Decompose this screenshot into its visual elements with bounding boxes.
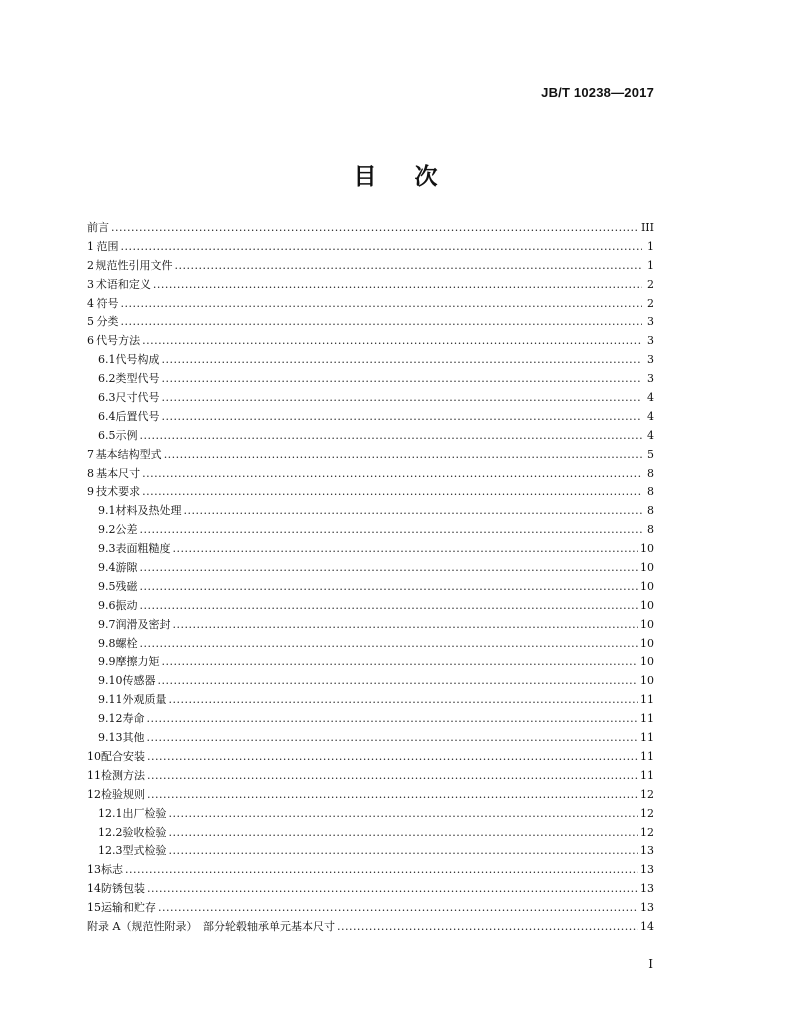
toc-dot-leader xyxy=(162,408,643,427)
toc-entry-label: 检测方法 xyxy=(101,768,145,782)
toc-entry[interactable] xyxy=(87,295,654,314)
toc-entry-label: 附录 A（规范性附录） 部分轮毂轴承单元基本尺寸 xyxy=(87,919,335,933)
toc-dot-leader xyxy=(142,332,642,351)
toc-entry[interactable] xyxy=(87,616,654,635)
toc-dot-leader xyxy=(140,559,639,578)
toc-entry-number: 9.4 xyxy=(98,561,116,575)
page-number: I xyxy=(648,957,653,971)
toc-entry-label: 运输和贮存 xyxy=(101,901,156,915)
toc-entry-label: 基本尺寸 xyxy=(96,466,141,480)
toc-entry-page: 3 xyxy=(647,353,654,367)
toc-dot-leader xyxy=(142,483,642,502)
toc-entry[interactable] xyxy=(87,672,654,691)
toc-dot-leader xyxy=(147,729,639,748)
toc-entry-label: 振动 xyxy=(115,598,138,612)
toc-entry-page: 10 xyxy=(640,598,654,612)
toc-dot-leader xyxy=(120,295,642,314)
toc-entry-label: 后置代号 xyxy=(115,409,160,423)
table-of-contents xyxy=(87,219,654,937)
toc-entry-label: 螺栓 xyxy=(115,636,138,650)
toc-entry-page: 4 xyxy=(647,391,654,405)
toc-dot-leader xyxy=(153,276,642,295)
toc-entry-label: 范围 xyxy=(96,239,119,253)
toc-entry-number: 4 xyxy=(87,296,94,310)
toc-entry-page: 8 xyxy=(647,504,654,518)
toc-entry-page: 10 xyxy=(640,579,654,593)
toc-entry[interactable] xyxy=(87,918,654,937)
toc-entry-number: 9.11 xyxy=(98,693,123,707)
toc-dot-leader xyxy=(140,635,639,654)
toc-entry-label: 示例 xyxy=(115,428,138,442)
toc-entry-page: 3 xyxy=(647,334,654,348)
toc-dot-leader xyxy=(140,597,639,616)
toc-dot-leader xyxy=(169,824,639,843)
toc-entry-number: 6.3 xyxy=(98,391,116,405)
toc-entry-page: 5 xyxy=(647,447,654,461)
toc-entry-number: 9.9 xyxy=(98,655,116,669)
toc-dot-leader xyxy=(162,370,643,389)
toc-entry[interactable] xyxy=(87,559,654,578)
toc-entry-page: 4 xyxy=(647,428,654,442)
toc-entry[interactable] xyxy=(87,842,654,861)
toc-entry[interactable] xyxy=(87,408,654,427)
toc-dot-leader xyxy=(142,465,642,484)
toc-entry-label: 润滑及密封 xyxy=(115,617,171,631)
toc-dot-leader xyxy=(162,351,643,370)
toc-entry-label: 型式检验 xyxy=(122,844,167,858)
toc-entry-number: 9.7 xyxy=(98,617,116,631)
toc-entry-number: 6.1 xyxy=(98,353,116,367)
toc-entry-page: 11 xyxy=(640,768,654,782)
toc-entry[interactable] xyxy=(87,635,654,654)
toc-entry-number: 11 xyxy=(87,768,101,782)
toc-entry-number: 10 xyxy=(87,749,101,763)
toc-entry[interactable] xyxy=(87,578,654,597)
toc-entry[interactable] xyxy=(87,483,654,502)
toc-entry-page: 13 xyxy=(640,882,654,896)
toc-entry[interactable] xyxy=(87,257,654,276)
toc-dot-leader xyxy=(169,691,639,710)
toc-entry-page: 10 xyxy=(640,655,654,669)
toc-entry-number: 12.1 xyxy=(98,806,123,820)
toc-dot-leader xyxy=(147,710,639,729)
toc-entry[interactable] xyxy=(87,502,654,521)
toc-dot-leader xyxy=(169,842,639,861)
toc-entry-page: 1 xyxy=(647,258,654,272)
toc-entry[interactable] xyxy=(87,691,654,710)
toc-entry-page: 13 xyxy=(640,863,654,877)
toc-entry-number: 13 xyxy=(87,863,101,877)
toc-entry-number: 9.8 xyxy=(98,636,116,650)
toc-entry-number: 9.13 xyxy=(98,731,123,745)
toc-entry-page: 12 xyxy=(640,825,654,839)
toc-entry-page: 8 xyxy=(647,523,654,537)
toc-entry[interactable] xyxy=(87,786,654,805)
toc-entry-number: 14 xyxy=(87,882,101,896)
toc-dot-leader xyxy=(162,389,643,408)
toc-entry[interactable] xyxy=(87,861,654,880)
toc-entry[interactable] xyxy=(87,824,654,843)
toc-entry-number: 9 xyxy=(87,485,94,499)
toc-entry-page: 10 xyxy=(640,636,654,650)
toc-entry[interactable] xyxy=(87,219,654,238)
toc-dot-leader xyxy=(158,672,639,691)
toc-entry-number: 6 xyxy=(87,334,94,348)
toc-entry[interactable] xyxy=(87,465,654,484)
toc-entry[interactable] xyxy=(87,313,654,332)
toc-dot-leader xyxy=(140,427,643,446)
toc-entry-page: 10 xyxy=(640,674,654,688)
toc-dot-leader xyxy=(164,446,642,465)
toc-entry-number: 6.5 xyxy=(98,428,116,442)
toc-dot-leader xyxy=(162,653,639,672)
toc-entry-page: 8 xyxy=(647,485,654,499)
toc-entry[interactable] xyxy=(87,389,654,408)
toc-entry-page: 12 xyxy=(640,806,654,820)
toc-entry-label: 表面粗糙度 xyxy=(115,542,171,556)
toc-entry-label: 材料及热处理 xyxy=(115,504,182,518)
toc-dot-leader xyxy=(158,899,638,918)
toc-entry-page: 10 xyxy=(640,617,654,631)
toc-entry-label: 出厂检验 xyxy=(122,806,167,820)
toc-entry-page: 8 xyxy=(647,466,654,480)
toc-entry-label: 摩擦力矩 xyxy=(115,655,160,669)
toc-entry-number: 9.6 xyxy=(98,598,116,612)
toc-entry[interactable] xyxy=(87,521,654,540)
toc-dot-leader xyxy=(184,502,643,521)
toc-entry-page: 2 xyxy=(647,296,654,310)
toc-entry[interactable] xyxy=(87,880,654,899)
toc-entry[interactable] xyxy=(87,805,654,824)
toc-entry-label: 标志 xyxy=(101,863,123,877)
toc-entry-page: 13 xyxy=(640,844,654,858)
toc-entry-number: 9.5 xyxy=(98,579,116,593)
toc-dot-leader xyxy=(147,767,638,786)
toc-dot-leader xyxy=(120,313,642,332)
toc-entry-number: 6.4 xyxy=(98,409,116,423)
toc-dot-leader xyxy=(174,257,642,276)
toc-dot-leader xyxy=(125,861,638,880)
toc-entry-number: 1 xyxy=(87,239,94,253)
toc-entry[interactable] xyxy=(87,446,654,465)
toc-entry[interactable] xyxy=(87,427,654,446)
toc-entry-label: 游隙 xyxy=(115,561,138,575)
toc-entry-label: 代号构成 xyxy=(115,353,160,367)
toc-entry-number: 2 xyxy=(87,258,94,272)
toc-entry-label: 技术要求 xyxy=(96,485,141,499)
toc-entry-label: 代号方法 xyxy=(96,334,141,348)
toc-entry-label: 规范性引用文件 xyxy=(95,258,173,272)
toc-entry-label: 基本结构型式 xyxy=(95,447,162,461)
toc-entry[interactable] xyxy=(87,351,654,370)
toc-entry-number: 9.1 xyxy=(98,504,116,518)
toc-entry[interactable] xyxy=(87,597,654,616)
toc-entry-page: 11 xyxy=(640,712,654,726)
standard-code: JB/T 10238—2017 xyxy=(541,85,654,100)
toc-entry-page: 11 xyxy=(640,731,654,745)
toc-dot-leader xyxy=(169,805,639,824)
toc-entry[interactable] xyxy=(87,710,654,729)
toc-entry-page: 10 xyxy=(640,561,654,575)
toc-entry-label: 验收检验 xyxy=(122,825,167,839)
toc-entry-number: 15 xyxy=(87,901,101,915)
toc-entry[interactable] xyxy=(87,729,654,748)
toc-entry[interactable] xyxy=(87,238,654,257)
toc-entry-page: 13 xyxy=(640,901,654,915)
toc-entry-number: 3 xyxy=(87,277,94,291)
toc-entry-label: 寿命 xyxy=(122,712,145,726)
toc-dot-leader xyxy=(173,540,639,559)
toc-entry-page: III xyxy=(640,221,654,234)
toc-entry-number: 9.2 xyxy=(98,523,116,537)
toc-entry-page: 1 xyxy=(647,239,654,253)
toc-entry-label: 配合安装 xyxy=(101,749,145,763)
toc-entry[interactable] xyxy=(87,748,654,767)
toc-entry-page: 4 xyxy=(647,409,654,423)
toc-entry-number: 9.10 xyxy=(98,674,123,688)
toc-dot-leader xyxy=(140,521,643,540)
toc-entry-page: 14 xyxy=(640,919,654,933)
toc-entry[interactable] xyxy=(87,653,654,672)
toc-dot-leader xyxy=(337,918,638,937)
toc-entry-label: 类型代号 xyxy=(115,372,160,386)
toc-entry-label: 传感器 xyxy=(122,674,156,688)
toc-dot-leader xyxy=(147,880,638,899)
toc-entry-page: 3 xyxy=(647,372,654,386)
toc-dot-leader xyxy=(111,219,639,238)
toc-entry-number: 12.2 xyxy=(98,825,123,839)
toc-dot-leader xyxy=(147,748,638,767)
toc-entry-label: 外观质量 xyxy=(122,693,167,707)
toc-entry-label: 尺寸代号 xyxy=(115,391,160,405)
toc-entry-page: 11 xyxy=(640,693,654,707)
toc-entry[interactable] xyxy=(87,276,654,295)
toc-entry-label: 公差 xyxy=(115,523,138,537)
toc-entry-page: 2 xyxy=(647,277,654,291)
toc-entry-label: 分类 xyxy=(96,315,119,329)
toc-dot-leader xyxy=(120,238,642,257)
toc-entry[interactable] xyxy=(87,767,654,786)
toc-entry-label: 其他 xyxy=(122,731,145,745)
toc-entry-label: 检验规则 xyxy=(101,787,145,801)
toc-dot-leader xyxy=(140,578,639,597)
toc-dot-leader xyxy=(173,616,639,635)
toc-entry-label: 前言 xyxy=(87,221,109,234)
toc-entry-page: 3 xyxy=(647,315,654,329)
toc-entry-page: 11 xyxy=(640,749,654,763)
toc-entry[interactable] xyxy=(87,899,654,918)
toc-entry-page: 12 xyxy=(640,787,654,801)
toc-entry-number: 7 xyxy=(87,447,94,461)
toc-entry-number: 6.2 xyxy=(98,372,116,386)
toc-entry[interactable] xyxy=(87,540,654,559)
toc-entry-number: 12 xyxy=(87,787,101,801)
page-title: 目 次 xyxy=(353,163,438,190)
toc-entry-number: 5 xyxy=(87,315,94,329)
toc-entry-label: 符号 xyxy=(96,296,119,310)
toc-entry[interactable] xyxy=(87,332,654,351)
toc-entry-label: 防锈包装 xyxy=(101,882,145,896)
toc-entry-label: 术语和定义 xyxy=(95,277,151,291)
toc-entry-number: 8 xyxy=(87,466,94,480)
toc-entry-page: 10 xyxy=(640,542,654,556)
toc-entry-label: 残磁 xyxy=(115,579,138,593)
toc-entry-number: 9.12 xyxy=(98,712,123,726)
toc-dot-leader xyxy=(147,786,638,805)
toc-entry[interactable] xyxy=(87,370,654,389)
toc-entry-number: 12.3 xyxy=(98,844,123,858)
toc-entry-number: 9.3 xyxy=(98,542,116,556)
